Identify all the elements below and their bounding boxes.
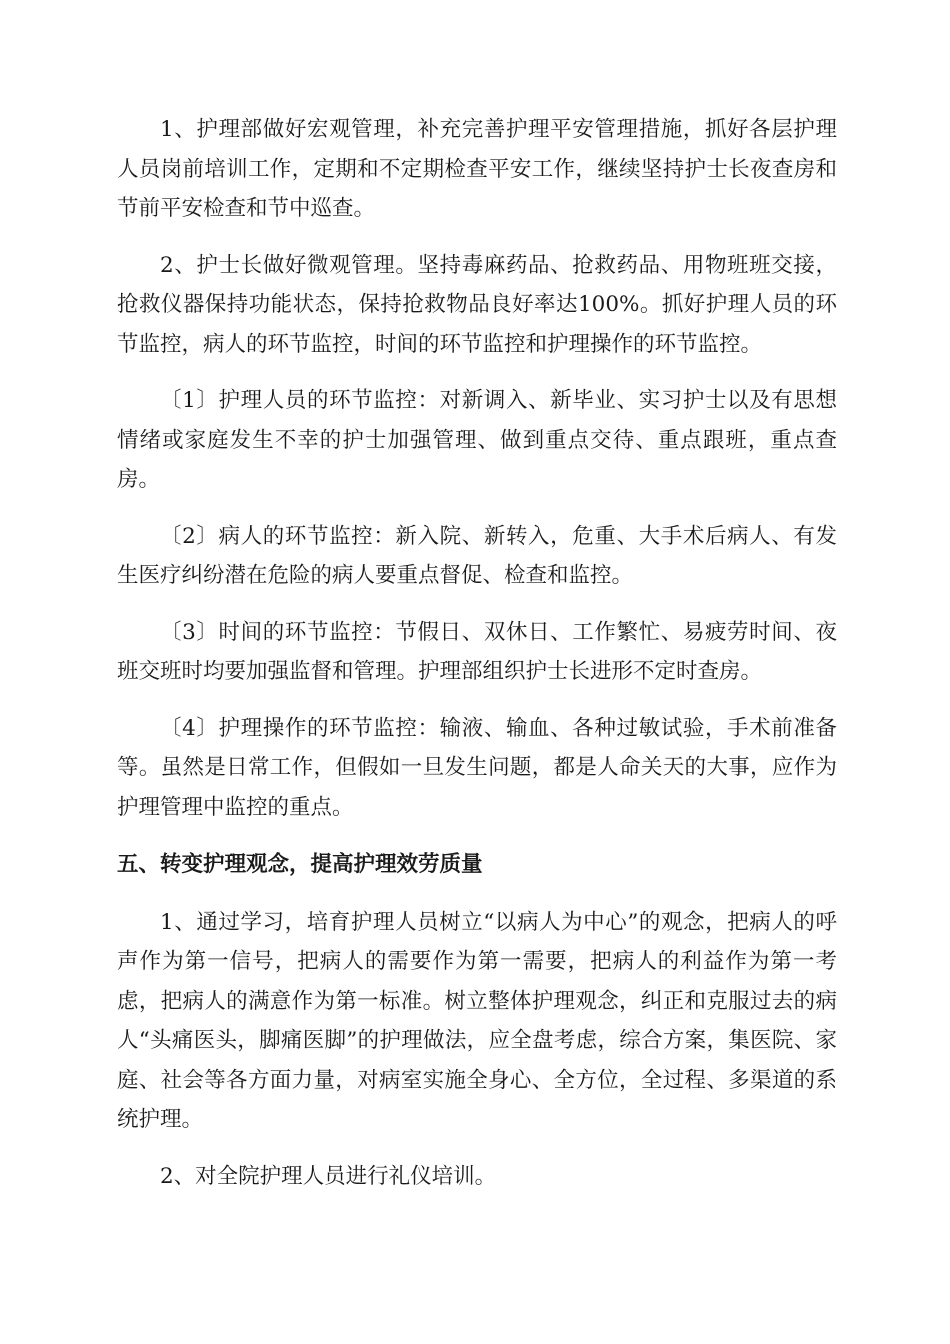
paragraph-2: 2、护士长做好微观管理。坚持毒麻药品、抢救药品、用物班班交接，抢救仪器保持功能状态，保持抢救物品良好率达100%。抓好护理人员的环节监控，病人的环节监控，时间的环节监控和护理操作的环节监控。 xyxy=(117,252,837,357)
paragraph-7: 1、通过学习，培育护理人员树立“以病人为中心”的观念，把病人的呼声作为第一信号，把病人的需要作为第一需要，把病人的利益作为第一考虑，把病人的满意作为第一标准。树立整体护理观念，纠正和克服过去的病人“头痛医头，脚痛医脚”的护理做法，应全盘考虑，综合方案，集医院、家庭、社会等各方面力量，对病室实施全身心、全方位，全过程、多渠道的系统护理。 xyxy=(117,909,837,1132)
paragraph-5: 〔3〕时间的环节监控：节假日、双休日、工作繁忙、易疲劳时间、夜班交班时均要加强监督和管理。护理部组织护士长进形不定时查房。 xyxy=(117,619,837,684)
paragraph-3: 〔1〕护理人员的环节监控：对新调入、新毕业、实习护士以及有思想情绪或家庭发生不幸的护士加强管理、做到重点交待、重点跟班，重点查房。 xyxy=(117,388,837,492)
paragraph-4: 〔2〕病人的环节监控：新入院、新转入，危重、大手术后病人、有发生医疗纠纷潜在危险的病人要重点督促、检查和监控。 xyxy=(117,523,837,588)
document-page xyxy=(117,110,837,1213)
paragraph-8: 2、对全院护理人员进行礼仪培训。 xyxy=(160,1163,497,1189)
paragraph-1: 1、护理部做好宏观管理，补充完善护理平安管理措施，抓好各层护理人员岗前培训工作，定期和不定期检查平安工作，继续坚持护士长夜查房和节前平安检查和节中巡查。 xyxy=(117,117,837,221)
section-heading: 五、转变护理观念，提高护理效劳质量 xyxy=(117,852,483,877)
paragraph-6: 〔4〕护理操作的环节监控：输液、输血、各种过敏试验，手术前准备等。虽然是日常工作，但假如一旦发生问题，都是人命关天的大事，应作为护理管理中监控的重点。 xyxy=(117,715,837,820)
